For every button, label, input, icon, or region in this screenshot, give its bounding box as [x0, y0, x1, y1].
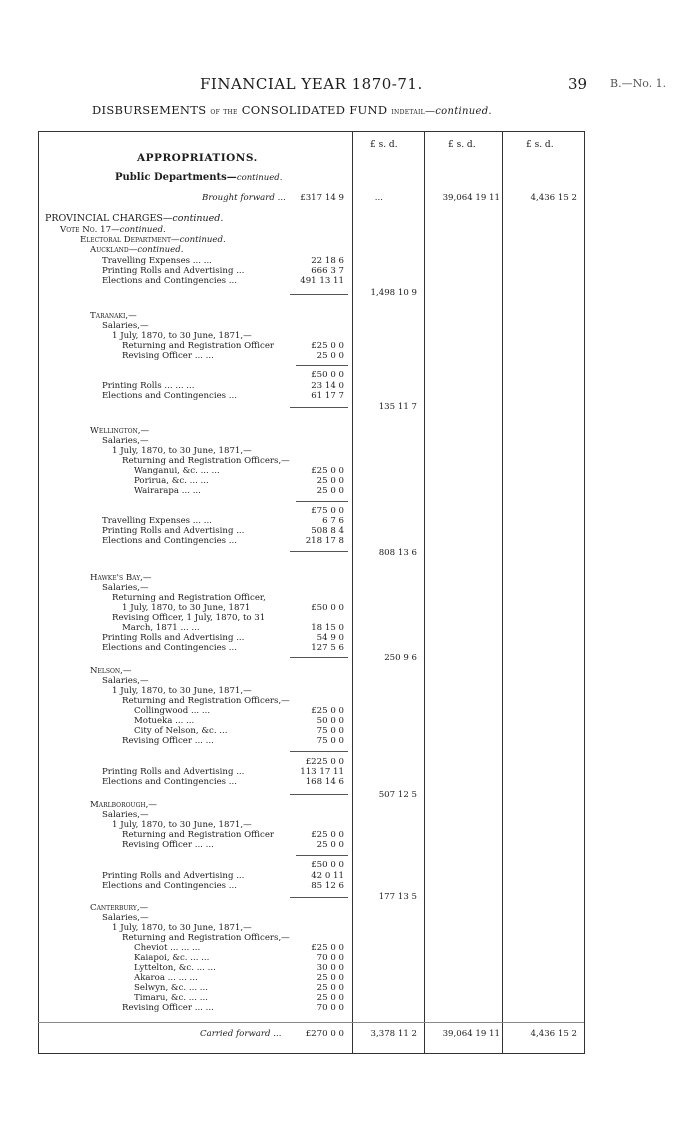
marlborough-row2-label: Elections and Contingencies ... — [102, 881, 237, 891]
public-departments-label: Public Departments— — [115, 172, 237, 183]
taranaki-sum-rule — [290, 407, 348, 408]
hawkes-bay-sum-rule — [290, 657, 348, 658]
hawkes-bay-row-label: Elections and Contingencies ... — [102, 643, 237, 653]
wellington-row2-amount: 218 17 8 — [305, 536, 344, 546]
vote-heading — [60, 225, 166, 235]
vote-continued: continued. — [119, 225, 166, 235]
canterbury-row-amount: 25 0 0 — [316, 973, 344, 983]
wellington-total: 808 13 6 — [378, 548, 417, 558]
canterbury-row-amount: 70 0 0 — [316, 953, 344, 963]
carried-forward-col3: 4,436 15 2 — [530, 1029, 577, 1039]
hawkes-bay-line: Returning and Registration Officer, — [112, 593, 266, 603]
auckland-total: 1,498 10 9 — [370, 288, 417, 298]
marlborough-period: 1 July, 1870, to 30 June, 1871,— — [112, 820, 252, 830]
subtitle-disbursements: DISBURSEMENTS — [92, 103, 207, 117]
auckland-continued: continued. — [137, 245, 184, 255]
subtitle-fund: CONSOLIDATED FUND — [241, 103, 388, 117]
nelson-sum-rule — [290, 794, 348, 795]
subtitle-continued: —continued. — [424, 106, 492, 117]
vote-label: Vote No. 17— — [60, 225, 120, 235]
wellington-row2-amount: 508 8 4 — [311, 526, 344, 536]
subtitle-in: in — [391, 107, 400, 117]
wellington-heading: Wellington,— — [90, 426, 150, 436]
auckland-row-amount: 491 13 11 — [300, 276, 344, 286]
brought-forward-col2: 39,064 19 11 — [442, 193, 500, 203]
canterbury-row-label: Cheviot ... ... ... — [134, 943, 201, 953]
canterbury-row-amount: 30 0 0 — [316, 963, 344, 973]
nelson-row2-amount: 113 17 11 — [300, 767, 344, 777]
subtitle-of-the: of the — [210, 107, 238, 117]
col2-rule — [424, 131, 425, 1054]
nelson-revising-label: Revising Officer ... ... — [122, 736, 214, 746]
canterbury-row-amount: £25 0 0 — [311, 943, 344, 953]
col3-rule — [502, 131, 503, 1054]
brought-forward-col3: 4,436 15 2 — [530, 193, 577, 203]
canterbury-row-label: Akaroa ... ... ... — [134, 973, 198, 983]
electoral-heading — [80, 235, 226, 245]
canterbury-row-label: Kaiapoi, &c. ... ... — [134, 953, 210, 963]
nelson-row-amount: 50 0 0 — [316, 716, 344, 726]
marlborough-salaries: Salaries,— — [102, 810, 149, 820]
provincial-charges-continued: continued. — [172, 213, 224, 224]
wellington-row-label: Porirua, &c. ... ... — [134, 476, 209, 486]
canterbury-row-label: Lyttelton, &c. ... ... — [134, 963, 216, 973]
wellington-row-amount: 25 0 0 — [316, 476, 344, 486]
taranaki-salaries: Salaries,— — [102, 321, 149, 331]
nelson-row-amount: 75 0 0 — [316, 726, 344, 736]
nelson-row-label: Motueka ... ... — [134, 716, 195, 726]
auckland-row-label: Elections and Contingencies ... — [102, 276, 237, 286]
canterbury-revising-amount: 70 0 0 — [316, 1003, 344, 1013]
nelson-row-label: City of Nelson, &c. ... — [134, 726, 228, 736]
hawkes-bay-total: 250 9 6 — [384, 653, 417, 663]
marlborough-row2-amount: 85 12 6 — [311, 881, 344, 891]
electoral-continued: continued. — [179, 235, 226, 245]
marlborough-subtotal-rule — [296, 855, 348, 856]
provincial-charges-heading — [45, 214, 223, 224]
brought-forward-label: Brought forward ... — [202, 193, 286, 203]
wellington-row-amount: £25 0 0 — [311, 466, 344, 476]
nelson-row-label: Collingwood ... ... — [134, 706, 211, 716]
wellington-row2-label: Travelling Expenses ... ... — [102, 516, 212, 526]
nelson-period: 1 July, 1870, to 30 June, 1871,— — [112, 686, 252, 696]
marlborough-subtotal: £50 0 0 — [311, 860, 344, 870]
hawkes-bay-line: Revising Officer, 1 July, 1870, to 31 — [112, 613, 266, 623]
marlborough-row-label: Returning and Registration Officer — [122, 830, 275, 840]
wellington-sum-rule — [290, 551, 348, 552]
page-title: FINANCIAL YEAR 1870-71. — [200, 75, 423, 93]
taranaki-row2-amount: 23 14 0 — [311, 381, 344, 391]
hawkes-bay-heading: Hawke's Bay,— — [90, 573, 152, 583]
wellington-subtotal: £75 0 0 — [311, 506, 344, 516]
hawkes-bay-row-amount: 54 9 0 — [316, 633, 344, 643]
taranaki-row-amount: £25 0 0 — [311, 341, 344, 351]
col1-rule — [352, 131, 353, 1054]
marlborough-row-amount: £25 0 0 — [311, 830, 344, 840]
carried-forward-amount: £270 0 0 — [305, 1029, 344, 1039]
marlborough-sum-rule — [290, 897, 348, 898]
nelson-row2-label: Printing Rolls and Advertising ... — [102, 767, 245, 777]
wellington-officers: Returning and Registration Officers,— — [122, 456, 290, 466]
nelson-row2-amount: 168 14 6 — [305, 777, 344, 787]
table-right-rule — [584, 131, 585, 1054]
wellington-row2-label: Elections and Contingencies ... — [102, 536, 237, 546]
table-left-rule — [38, 131, 39, 1054]
auckland-sum-rule — [290, 294, 348, 295]
taranaki-row2-label: Elections and Contingencies ... — [102, 391, 237, 401]
canterbury-salaries: Salaries,— — [102, 913, 149, 923]
wellington-row-amount: 25 0 0 — [316, 486, 344, 496]
hawkes-bay-amount: £50 0 0 — [311, 603, 344, 613]
canterbury-officers: Returning and Registration Officers,— — [122, 933, 290, 943]
auckland-heading — [90, 245, 183, 255]
marlborough-heading: Marlborough,— — [90, 800, 157, 810]
nelson-revising-amount: 75 0 0 — [316, 736, 344, 746]
wellington-row2-amount: 6 7 6 — [322, 516, 344, 526]
document-reference: B.—No. 1. — [610, 77, 667, 90]
nelson-officers: Returning and Registration Officers,— — [122, 696, 290, 706]
hawkes-bay-salaries: Salaries,— — [102, 583, 149, 593]
wellington-subtotal-rule — [296, 501, 348, 502]
subtitle-detail: detail — [399, 107, 425, 117]
canterbury-row-amount: 25 0 0 — [316, 983, 344, 993]
wellington-salaries: Salaries,— — [102, 436, 149, 446]
auckland-row-amount: 666 3 7 — [311, 266, 344, 276]
auckland-label: Auckland— — [90, 245, 138, 255]
marlborough-row-label: Revising Officer ... ... — [122, 840, 214, 850]
nelson-subtotal: £225 0 0 — [305, 757, 344, 767]
taranaki-subtotal: £50 0 0 — [311, 370, 344, 380]
taranaki-row-label: Revising Officer ... ... — [122, 351, 214, 361]
marlborough-row2-label: Printing Rolls and Advertising ... — [102, 871, 245, 881]
wellington-row-label: Wairarapa ... ... — [134, 486, 201, 496]
taranaki-period: 1 July, 1870, to 30 June, 1871,— — [112, 331, 252, 341]
marlborough-row2-amount: 42 0 11 — [311, 871, 344, 881]
nelson-total: 507 12 5 — [378, 790, 417, 800]
nelson-row2-label: Elections and Contingencies ... — [102, 777, 237, 787]
auckland-row-label: Printing Rolls and Advertising ... — [102, 266, 245, 276]
carried-forward-col2: 39,064 19 11 — [442, 1029, 500, 1039]
carried-forward-label: Carried forward ... — [200, 1029, 282, 1039]
brought-forward-col1: ... — [374, 193, 383, 203]
appropriations-heading: APPROPRIATIONS. — [137, 152, 258, 164]
col1-heading: £ s. d. — [370, 140, 398, 150]
provincial-charges-label: PROVINCIAL CHARGES— — [45, 213, 173, 224]
carried-forward-col1: 3,378 11 2 — [370, 1029, 417, 1039]
canterbury-revising-label: Revising Officer ... ... — [122, 1003, 214, 1013]
canterbury-row-label: Timaru, &c. ... ... — [134, 993, 208, 1003]
hawkes-bay-line: 1 July, 1870, to 30 June, 1871 — [122, 603, 251, 613]
wellington-row-label: Wanganui, &c. ... ... — [134, 466, 220, 476]
col3-heading: £ s. d. — [526, 140, 554, 150]
taranaki-row2-amount: 61 17 7 — [311, 391, 344, 401]
hawkes-bay-row-amount: 127 5 6 — [311, 643, 344, 653]
carried-forward-rule — [38, 1022, 584, 1023]
taranaki-row-amount: 25 0 0 — [316, 351, 344, 361]
electoral-label: Electoral Department— — [80, 235, 180, 245]
hawkes-bay-row-label: Printing Rolls and Advertising ... — [102, 633, 245, 643]
canterbury-row-label: Selwyn, &c. ... ... — [134, 983, 208, 993]
brought-forward-amount: £317 14 9 — [300, 193, 344, 203]
nelson-salaries: Salaries,— — [102, 676, 149, 686]
nelson-subtotal-rule — [290, 751, 348, 752]
wellington-period: 1 July, 1870, to 30 June, 1871,— — [112, 446, 252, 456]
canterbury-heading: Canterbury,— — [90, 903, 149, 913]
auckland-row-amount: 22 18 6 — [311, 256, 344, 266]
marlborough-total: 177 13 5 — [378, 892, 417, 902]
auckland-row-label: Travelling Expenses ... ... — [102, 256, 212, 266]
taranaki-row-label: Returning and Registration Officer — [122, 341, 275, 351]
hawkes-bay-line: March, 1871 ... ... — [122, 623, 200, 633]
col2-heading: £ s. d. — [448, 140, 476, 150]
wellington-row2-label: Printing Rolls and Advertising ... — [102, 526, 245, 536]
public-departments-heading — [115, 172, 282, 183]
taranaki-row2-label: Printing Rolls ... ... ... — [102, 381, 195, 391]
nelson-row-amount: £25 0 0 — [311, 706, 344, 716]
marlborough-row-amount: 25 0 0 — [316, 840, 344, 850]
taranaki-heading: Taranaki,— — [90, 311, 137, 321]
public-departments-continued: continued. — [236, 173, 283, 183]
canterbury-period: 1 July, 1870, to 30 June, 1871,— — [112, 923, 252, 933]
canterbury-row-amount: 25 0 0 — [316, 993, 344, 1003]
taranaki-subtotal-rule — [296, 365, 348, 366]
page-number: 39 — [568, 75, 588, 93]
page-subtitle — [92, 103, 492, 117]
hawkes-bay-amount: 18 15 0 — [311, 623, 344, 633]
nelson-heading: Nelson,— — [90, 666, 132, 676]
taranaki-total: 135 11 7 — [378, 402, 417, 412]
